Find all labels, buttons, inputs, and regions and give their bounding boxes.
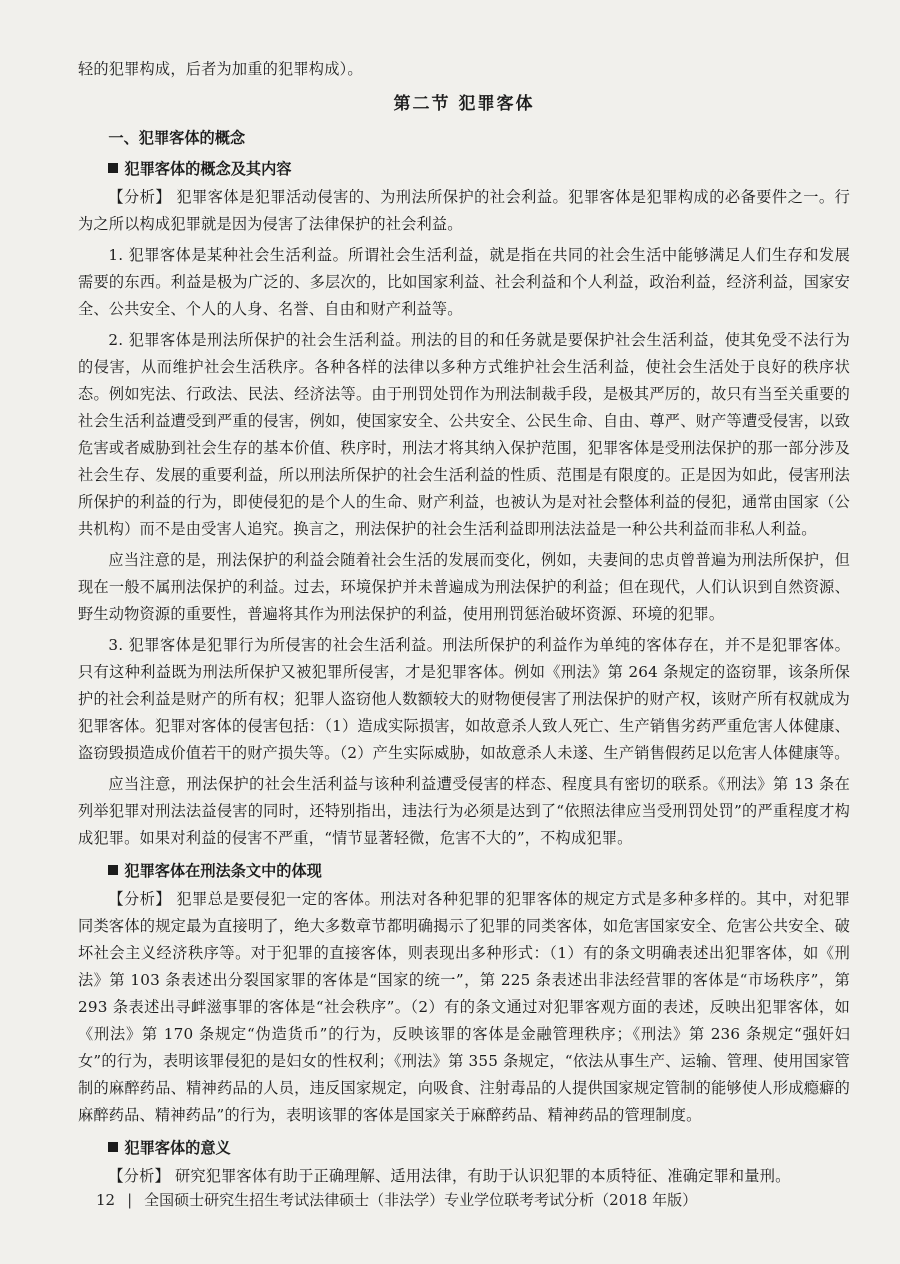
- page-body: [78, 56, 850, 1194]
- heading-text: 犯罪客体的概念及其内容: [124, 160, 292, 178]
- heading-significance: [78, 1133, 850, 1163]
- paragraph: 【分析】 研究犯罪客体有助于正确理解、适用法律，有助于认识犯罪的本质特征、准确定罪和量刑。: [108, 1167, 791, 1185]
- heading-concept-content: [78, 154, 850, 184]
- heading-text: 犯罪客体在刑法条文中的体现: [124, 862, 322, 880]
- footer-divider: |: [127, 1191, 133, 1209]
- page-footer: [96, 1188, 856, 1212]
- paragraph: 【分析】 犯罪总是要侵犯一定的客体。刑法对各种犯罪的犯罪客体的规定方式是多种多样的。其中，对犯罪同类客体的规定最为直接明了，绝大多数章节都明确揭示了犯罪的同类客体，如危害国家安全、危害公共安全、破坏社会主义经济秩序等。对于犯罪的直接客体，则表现出多种形式：（1）有的条文明确表述出犯罪客体，如《刑法》第 103 条表述出分裂国家罪的客体是“国家的统一”，第 225 条表述出非法经营罪的客体是“市场秩序”，第 293 条表述出寻衅滋事罪的客体是“社会秩序”。（2）有的条文通过对犯罪客观方面的表述，反映出犯罪客体，如《刑法》第 170 条规定“伪造货币”的行为，反映该罪的客体是金融管理秩序；《刑法》第 236 条规定“强奸妇女”的行为，表明该罪侵犯的是妇女的性权利；《刑法》第 355 条规定，“依法从事生产、运输、管理、使用国家管制的麻醉药品、精神药品的人员，违反国家规定，向吸食、注射毒品的人提供国家规定管制的能够使人形成瘾癖的麻醉药品、精神药品”的行为，表明该罪的客体是国家关于麻醉药品、精神药品的管理制度。: [78, 890, 850, 1124]
- heading-text: 犯罪客体的意义: [124, 1139, 231, 1157]
- paragraph: 1. 犯罪客体是某种社会生活利益。所谓社会生活利益，就是指在共同的社会生活中能够满足人们生存和发展需要的东西。利益是极为广泛的、多层次的，比如国家利益、社会利益和个人利益，政治利益，经济利益，国家安全、公共安全、个人的人身、名誉、自由和财产利益等。: [78, 246, 850, 318]
- paragraph: 【分析】 犯罪客体是犯罪活动侵害的、为刑法所保护的社会利益。犯罪客体是犯罪构成的必备要件之一。行为之所以构成犯罪就是因为侵害了法律保护的社会利益。: [78, 188, 850, 233]
- subsection-heading-concept: 一、犯罪客体的概念: [108, 129, 246, 147]
- heading-object-in-statute: [78, 856, 850, 886]
- section-title: 第二节 犯罪客体: [393, 94, 535, 114]
- square-bullet-icon: [108, 1142, 118, 1152]
- paragraph: 2. 犯罪客体是刑法所保护的社会生活利益。刑法的目的和任务就是要保护社会生活利益，使其免受不法行为的侵害，从而维护社会生活秩序。各种各样的法律以多种方式维护社会生活利益，使社会生活处于良好的秩序状态。例如宪法、行政法、民法、经济法等。由于刑罚处罚作为刑法制裁手段，是极其严厉的，故只有当至关重要的社会生活利益遭受到严重的侵害，例如，使国家安全、公共安全、公民生命、自由、尊严、财产等遭受侵害，以致危害或者威胁到社会生存的基本价值、秩序时，刑法才将其纳入保护范围，犯罪客体是受刑法保护的那一部分涉及社会生存、发展的重要利益，所以刑法所保护的社会生活利益的性质、范围是有限度的。正是因为如此，侵害刑法所保护的利益的行为，即使侵犯的是个人的生命、财产利益，也被认为是对社会整体利益的侵犯，通常由国家（公共机构）而不是由受害人追究。换言之，刑法保护的社会生活利益即刑法法益是一种公共利益而非私人利益。: [78, 331, 850, 538]
- paragraph: 3. 犯罪客体是犯罪行为所侵害的社会生活利益。刑法所保护的利益作为单纯的客体存在，并不是犯罪客体。只有这种利益既为刑法所保护又被犯罪所侵害，才是犯罪客体。例如《刑法》第 264 条规定的盗窃罪，该条所保护的社会利益是财产的所有权；犯罪人盗窃他人数额较大的财物便侵害了刑法保护的财产权，该财产所有权就成为犯罪客体。犯罪对客体的侵害包括：（1）造成实际损害，如故意杀人致人死亡、生产销售劣药严重危害人体健康、盗窃毁损造成价值若干的财产损失等。（2）产生实际威胁，如故意杀人未遂、生产销售假药足以危害人体健康等。: [78, 636, 850, 762]
- square-bullet-icon: [108, 865, 118, 875]
- intro-line: 轻的犯罪构成，后者为加重的犯罪构成）。: [78, 60, 363, 78]
- paragraph: 应当注意，刑法保护的社会生活利益与该种利益遭受侵害的样态、程度具有密切的联系。《刑法》第 13 条在列举犯罪对刑法法益侵害的同时，还特别指出，违法行为必须是达到了“依照法律应当受刑罚处罚”的严重程度才构成犯罪。如果对利益的侵害不严重，“情节显著轻微，危害不大的”，不构成犯罪。: [78, 775, 850, 847]
- book-title: 全国硕士研究生招生考试法律硕士（非法学）专业学位联考考试分析（2018 年版）: [144, 1191, 698, 1209]
- paragraph: 应当注意的是，刑法保护的利益会随着社会生活的发展而变化，例如，夫妻间的忠贞曾普遍为刑法所保护，但现在一般不属刑法保护的利益。过去，环境保护并未普遍成为刑法保护的利益；但在现代，人们认识到自然资源、野生动物资源的重要性，普遍将其作为刑法保护的利益，使用刑罚惩治破坏资源、环境的犯罪。: [78, 551, 850, 623]
- page-number: 12: [96, 1191, 116, 1209]
- square-bullet-icon: [108, 163, 118, 173]
